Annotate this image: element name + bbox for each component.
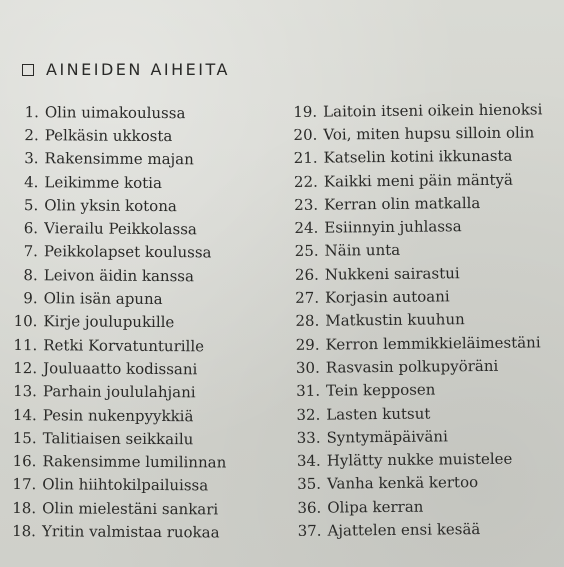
item-number: 35. xyxy=(297,475,322,494)
list-item xyxy=(11,286,228,311)
item-number: 4. xyxy=(24,172,39,191)
list-item xyxy=(11,170,228,195)
item-number: 11. xyxy=(13,335,38,354)
item-number: 13. xyxy=(13,382,38,401)
list-item xyxy=(291,400,545,426)
list-item xyxy=(9,449,226,474)
item-text: Parhain joululahjani xyxy=(42,382,196,402)
item-text: Pesin nukenpyykkiä xyxy=(42,405,194,425)
item-number: 28. xyxy=(295,311,320,331)
list-item xyxy=(289,214,543,240)
item-text: Olin uimakoulussa xyxy=(44,102,186,122)
item-number: 25. xyxy=(294,242,319,261)
item-text: Retki Korvatunturille xyxy=(43,335,205,355)
item-number: 8. xyxy=(23,265,38,284)
item-number: 36. xyxy=(297,498,322,517)
item-number: 2. xyxy=(24,126,39,145)
list-item xyxy=(12,100,229,125)
list-item xyxy=(11,216,228,241)
item-text: Vierailu Peikkolassa xyxy=(44,219,197,239)
item-number: 10. xyxy=(13,312,38,331)
list-item xyxy=(290,260,544,286)
item-number: 32. xyxy=(296,405,321,424)
item-text: Kerron lemmikkieläimestäni xyxy=(325,332,541,354)
list-item xyxy=(10,380,227,405)
section-heading xyxy=(22,60,230,79)
item-text: Tein kepposen xyxy=(325,380,436,400)
heading-title: AINEIDEN AIHEITA xyxy=(46,60,230,79)
item-text: Peikkolapset koulussa xyxy=(43,242,212,262)
item-text: Talitiaisen seikkailu xyxy=(42,429,194,449)
item-text: Lasten kutsut xyxy=(326,404,431,424)
list-item xyxy=(290,307,544,333)
list-item xyxy=(289,167,543,193)
list-item xyxy=(11,263,228,288)
item-text: Leivon äidin kanssa xyxy=(43,265,195,285)
item-text: Syntymäpäiväni xyxy=(326,427,448,447)
list-item xyxy=(291,377,545,403)
list-item xyxy=(291,423,545,449)
item-text: Laitoin itseni oikein hienoksi xyxy=(323,99,543,121)
list-item xyxy=(12,147,229,172)
item-text: Kirje joulupukille xyxy=(43,312,175,332)
item-number: 22. xyxy=(293,172,318,191)
list-item xyxy=(10,356,227,381)
item-number: 27. xyxy=(295,288,320,307)
item-text: Olin yksin kotona xyxy=(44,196,177,215)
item-number: 33. xyxy=(296,428,321,447)
checkbox-square-icon xyxy=(22,64,34,76)
item-text: Nukkeni sairastui xyxy=(324,263,460,284)
list-item xyxy=(290,284,544,310)
item-number: 34. xyxy=(296,451,321,471)
item-number: 30. xyxy=(295,358,320,377)
item-number: 18. xyxy=(12,521,37,541)
list-item xyxy=(11,193,228,218)
list-item xyxy=(10,403,227,428)
item-text: Ajattelen ensi kesää xyxy=(327,519,481,540)
item-number: 1. xyxy=(24,102,39,121)
item-number: 9. xyxy=(23,289,38,308)
item-number: 37. xyxy=(297,521,322,540)
list-item xyxy=(10,310,227,335)
item-number: 31. xyxy=(296,381,321,401)
topic-list-left xyxy=(9,100,229,544)
list-item xyxy=(288,97,542,123)
item-number: 18. xyxy=(12,498,37,517)
list-item xyxy=(290,330,544,356)
item-text: Olin mielestäni sankari xyxy=(42,498,219,519)
item-number: 15. xyxy=(12,428,37,447)
item-text: Kerran olin matkalla xyxy=(324,193,481,214)
item-number: 17. xyxy=(12,475,37,494)
item-number: 29. xyxy=(295,335,320,354)
item-text: Hylätty nukke muistelee xyxy=(326,449,513,470)
list-item xyxy=(9,496,226,521)
item-text: Korjasin autoani xyxy=(324,287,450,307)
item-number: 3. xyxy=(24,149,39,168)
item-text: Rakensimme majan xyxy=(44,149,194,169)
item-text: Vanha kenkä kertoo xyxy=(326,473,479,494)
item-number: 12. xyxy=(13,358,38,378)
topic-list-right xyxy=(288,97,547,542)
list-item xyxy=(9,519,226,544)
item-number: 21. xyxy=(293,148,318,168)
list-item xyxy=(292,493,546,519)
item-number: 24. xyxy=(294,218,319,238)
item-number: 5. xyxy=(23,195,39,215)
item-number: 19. xyxy=(293,102,318,121)
item-number: 23. xyxy=(294,195,319,214)
list-item xyxy=(10,333,227,358)
item-number: 6. xyxy=(23,219,39,238)
list-item xyxy=(288,144,542,170)
item-text: Voi, miten hupsu silloin olin xyxy=(323,123,535,144)
item-text: Rasvasin polkupyöräni xyxy=(325,356,499,377)
item-number: 7. xyxy=(23,242,39,261)
item-text: Olin hiihtokilpailuissa xyxy=(42,475,209,495)
list-item xyxy=(292,447,546,473)
list-item xyxy=(11,240,228,265)
item-number: 26. xyxy=(294,265,319,284)
item-text: Näin unta xyxy=(324,241,401,261)
list-item xyxy=(288,121,542,147)
item-text: Leikimme kotia xyxy=(44,172,163,192)
item-text: Olipa kerran xyxy=(327,497,424,517)
list-item xyxy=(291,354,545,380)
item-text: Kaikki meni päin mäntyä xyxy=(323,170,513,191)
item-text: Pelkäsin ukkosta xyxy=(44,126,173,146)
list-item xyxy=(9,473,226,498)
list-item xyxy=(12,123,229,148)
item-text: Esiinnyin juhlassa xyxy=(324,217,462,237)
item-number: 20. xyxy=(293,125,318,144)
list-item xyxy=(10,426,227,451)
list-item xyxy=(289,191,543,217)
item-number: 14. xyxy=(12,405,37,424)
item-text: Rakensimme lumilinnan xyxy=(42,452,227,472)
list-item xyxy=(292,470,546,496)
item-text: Olin isän apuna xyxy=(43,289,163,309)
list-item xyxy=(289,237,543,263)
item-number: 16. xyxy=(12,452,37,471)
item-text: Jouluaatto kodissani xyxy=(43,359,198,379)
item-text: Matkustin kuuhun xyxy=(325,310,465,330)
item-text: Katselin kotini ikkunasta xyxy=(323,146,513,167)
item-text: Yritin valmistaa ruokaa xyxy=(41,522,220,542)
list-item xyxy=(292,517,546,543)
